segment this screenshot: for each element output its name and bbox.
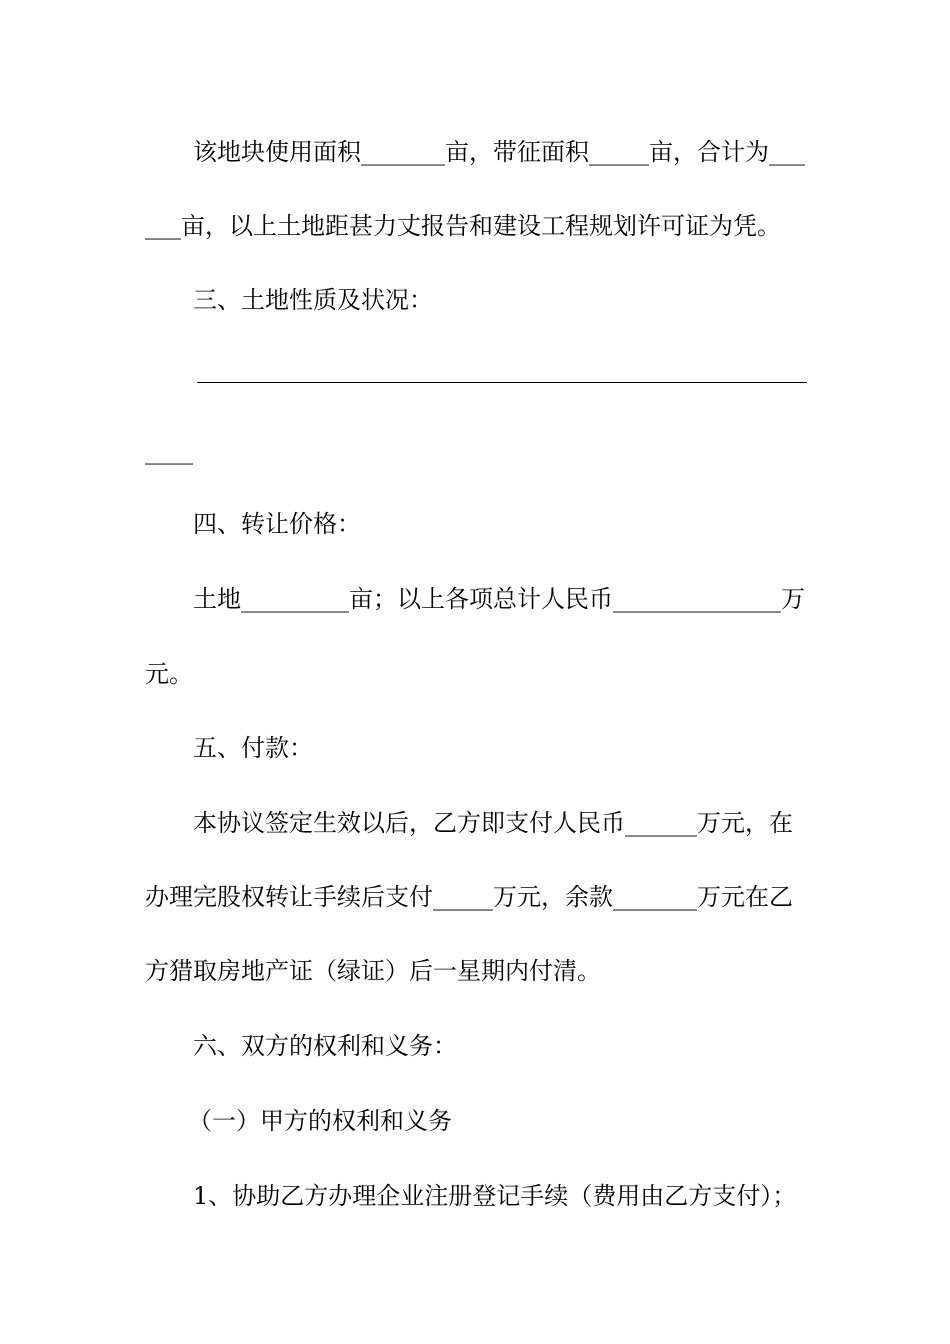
paragraph-payment: 本协议签定生效以后，乙方即支付人民币______万元，在 (193, 809, 793, 837)
list-item-1: 1、协助乙方办理企业注册登记手续（费用由乙方支付）； (193, 1182, 797, 1210)
subsection-heading-party-a: （一）甲方的权利和义务 (188, 1107, 452, 1135)
section-heading-transfer-price: 四、转让价格： (193, 510, 361, 538)
section-heading-land-nature: 三、土地性质及状况： (193, 286, 433, 314)
blank-fill-line (197, 382, 807, 383)
section-heading-rights-obligations: 六、双方的权利和义务： (193, 1032, 457, 1060)
paragraph-land-area: 该地块使用面积_______亩，带征面积_____亩，合计为___ (193, 138, 805, 166)
blank-fill-line-cont: ____ (145, 437, 193, 465)
section-heading-payment: 五、付款： (193, 734, 313, 762)
paragraph-price-cont: 元。 (145, 660, 193, 688)
paragraph-payment-cont-2: 方猎取房地产证（绿证）后一星期内付清。 (145, 957, 601, 985)
paragraph-land-area-cont: ___亩，以上土地距甚力丈报告和建设工程规划许可证为凭。 (145, 212, 781, 240)
paragraph-payment-cont-1: 办理完股权转让手续后支付_____万元，余款_______万元在乙 (145, 883, 793, 911)
paragraph-price: 土地_________亩；以上各项总计人民币______________万 (193, 585, 805, 613)
